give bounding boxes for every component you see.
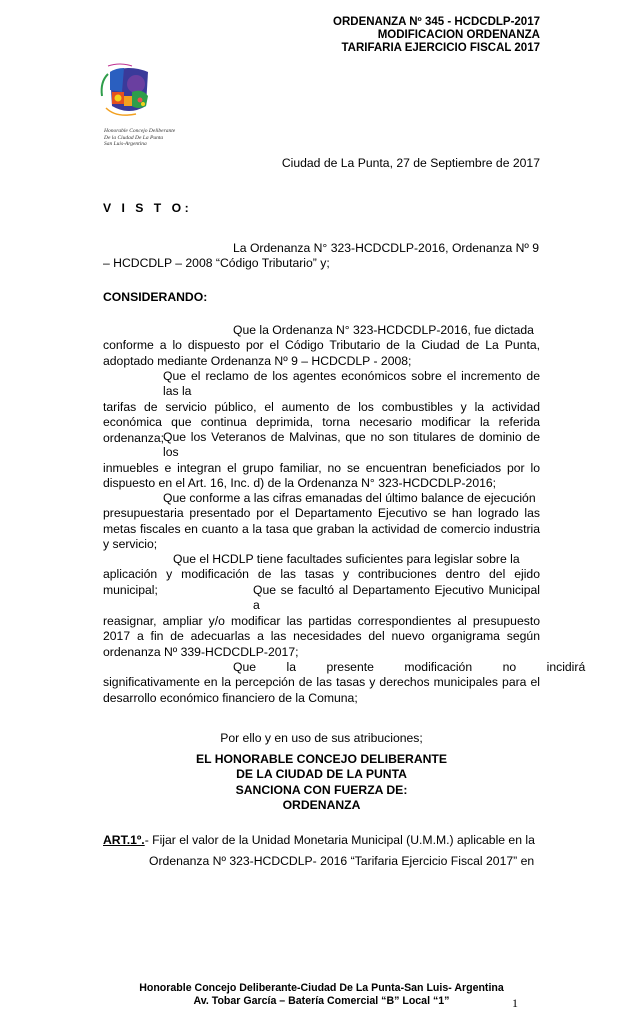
considerando-paragraph-7: Que la presente modificación no incidirá significativamente en la percepción de las tasas y derechos municipales para el desarrollo económico financiero de la Comuna; [103,660,586,705]
considerando-paragraph-2: Que el reclamo de los agentes económicos sobre el incremento de las la tarifas de servicio público, el aumento de los combustibles y la actividad económica que continua deprimida, torna necesario modificar la referida ordenanza; [103,369,540,445]
footer-institution: Honorable Concejo Deliberante-Ciudad De La Punta-San Luis- Argentina [139,982,504,994]
considerando-heading: CONSIDERANDO: [103,290,208,304]
document-date: Ciudad de La Punta, 27 de Septiembre de 2017 [281,156,540,170]
considerando-paragraph-1: Que la Ordenanza N° 323-HCDCDLP-2016, fue dictada conforme a lo dispuesto por el Código Tributario de la Ciudad de La Punta, adoptado mediante Ordenanza Nº 9 – HCDCDLP - 2008; [103,323,540,368]
article-1-label: ART.1º. [103,833,145,847]
article-1 [103,833,540,870]
page-number: 1 [512,996,518,1010]
ordinance-header [333,16,540,55]
considerando-paragraph-3: Que los Veteranos de Malvinas, que no son titulares de dominio de los inmuebles e integran el grupo familiar, no se encuentran beneficiados por lo dispuesto en el Art. 16, Inc. d) de la Ordenanza N° 323-HCDCDLP-2016; [103,430,540,491]
ordinance-subject: TARIFARIA EJERCICIO FISCAL 2017 [341,42,540,54]
considerando-paragraph-6: Que se facultó al Departamento Ejecutivo Municipal a reasignar, ampliar y/o modificar las partidas correspondientes al presupuesto 2017 a fin de adecuarlas a las necesidades del nuevo organigrama según ordenanza Nº 339-HCDCDLP-2017; [103,583,540,659]
footer-address: Av. Tobar García – Batería Comercial “B” Local “1” [193,995,450,1007]
page-footer [103,982,540,1008]
council-sanction-block: EL HONORABLE CONCEJO DELIBERANTE DE LA CIUDAD DE LA PUNTA SANCIONA CON FUERZA DE: ORDENANZA [196,752,447,813]
logo-caption: Honorable Concejo Deliberante De la Ciudad De La Punta San Luis-Argentina [104,128,176,147]
visto-paragraph: La Ordenanza N° 323-HCDCDLP-2016, Ordenanza Nº 9 – HCDCDLP – 2008 “Código Tributario” y; [103,241,540,271]
considerando-paragraph-4: Que conforme a las cifras emanadas del último balance de ejecución presupuestaria presentado por el Departamento Ejecutivo se han logrado las metas fiscales en cuanto a la tasa que graban la actividad de comercio industria y servicio; [103,491,540,552]
ordinance-subtitle: MODIFICACION ORDENANZA [377,29,540,41]
ordinance-number: ORDENANZA Nº 345 - HCDCDLP-2017 [333,16,540,28]
article-1-text-second: Ordenanza Nº 323-HCDCDLP- 2016 “Tarifaria Ejercicio Fiscal 2017” en [149,854,535,869]
closing-intro: Por ello y en uso de sus atribuciones; [220,731,423,745]
considerando-paragraph-5: Que el HCDLP tiene facultades suficientes para legislar sobre la aplicación y modificación de las tasas y contribuciones dentro del ejido municipal; [103,552,540,597]
article-1-text-first: - Fijar el valor de la Unidad Monetaria Municipal (U.M.M.) aplicable en la [144,833,535,847]
visto-heading: V I S T O: [103,201,193,215]
council-logo [96,62,162,128]
